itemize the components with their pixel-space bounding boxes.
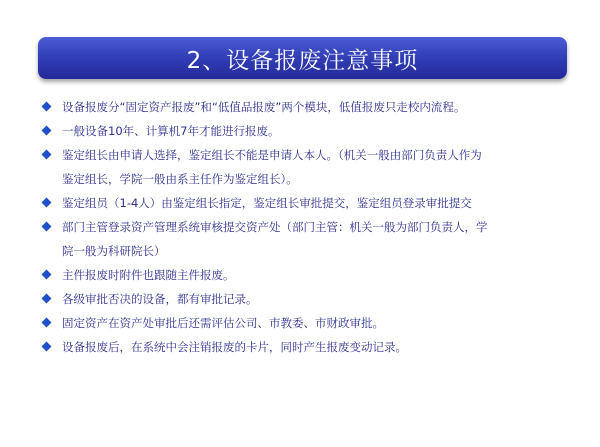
list-item-text-continued: 院一般为科研院长） <box>62 244 166 258</box>
list-item-text: 设备报废后，在系统中会注销报废的卡片，同时产生报废变动记录。 <box>62 340 407 354</box>
list-item <box>42 95 582 119</box>
list-item-text-continued: 鉴定组长，学院一般由系主任作为鉴定组长）。 <box>62 172 298 186</box>
list-item <box>42 311 582 335</box>
list-item <box>42 215 582 263</box>
list-item-text: 固定资产在资产处审批后还需评估公司、市教委、市财政审批。 <box>62 316 384 330</box>
diamond-bullet-icon <box>42 222 52 232</box>
list-item <box>42 335 582 359</box>
list-item-text: 各级审批否决的设备，都有审批记录。 <box>62 292 258 306</box>
title-banner <box>38 37 567 79</box>
list-item <box>42 287 582 311</box>
list-item-text: 一般设备10年、计算机7年才能进行报废。 <box>62 124 280 138</box>
diamond-bullet-icon <box>42 126 52 136</box>
diamond-bullet-icon <box>42 342 52 352</box>
page-title: 2、设备报废注意事项 <box>186 47 419 74</box>
list-item-text: 主件报废时附件也跟随主件报废。 <box>62 268 235 282</box>
diamond-bullet-icon <box>42 198 52 208</box>
list-item <box>42 263 582 287</box>
list-item-text: 鉴定组员（1-4人）由鉴定组长指定，鉴定组长审批提交，鉴定组员登录审批提交 <box>62 196 472 210</box>
list-item-text: 部门主管登录资产管理系统审核提交资产处（部门主管：机关一般为部门负责人，学 <box>62 220 488 234</box>
list-item <box>42 119 582 143</box>
bullet-list <box>42 95 582 359</box>
diamond-bullet-icon <box>42 150 52 160</box>
diamond-bullet-icon <box>42 318 52 328</box>
diamond-bullet-icon <box>42 102 52 112</box>
list-item <box>42 191 582 215</box>
diamond-bullet-icon <box>42 270 52 280</box>
list-item-text: 鉴定组长由申请人选择，鉴定组长不能是申请人本人。（机关一般由部门负责人作为 <box>62 148 482 162</box>
list-item <box>42 143 582 191</box>
list-item-text: 设备报废分“固定资产报废”和“低值品报废”两个模块，低值报废只走校内流程。 <box>62 100 466 114</box>
diamond-bullet-icon <box>42 294 52 304</box>
